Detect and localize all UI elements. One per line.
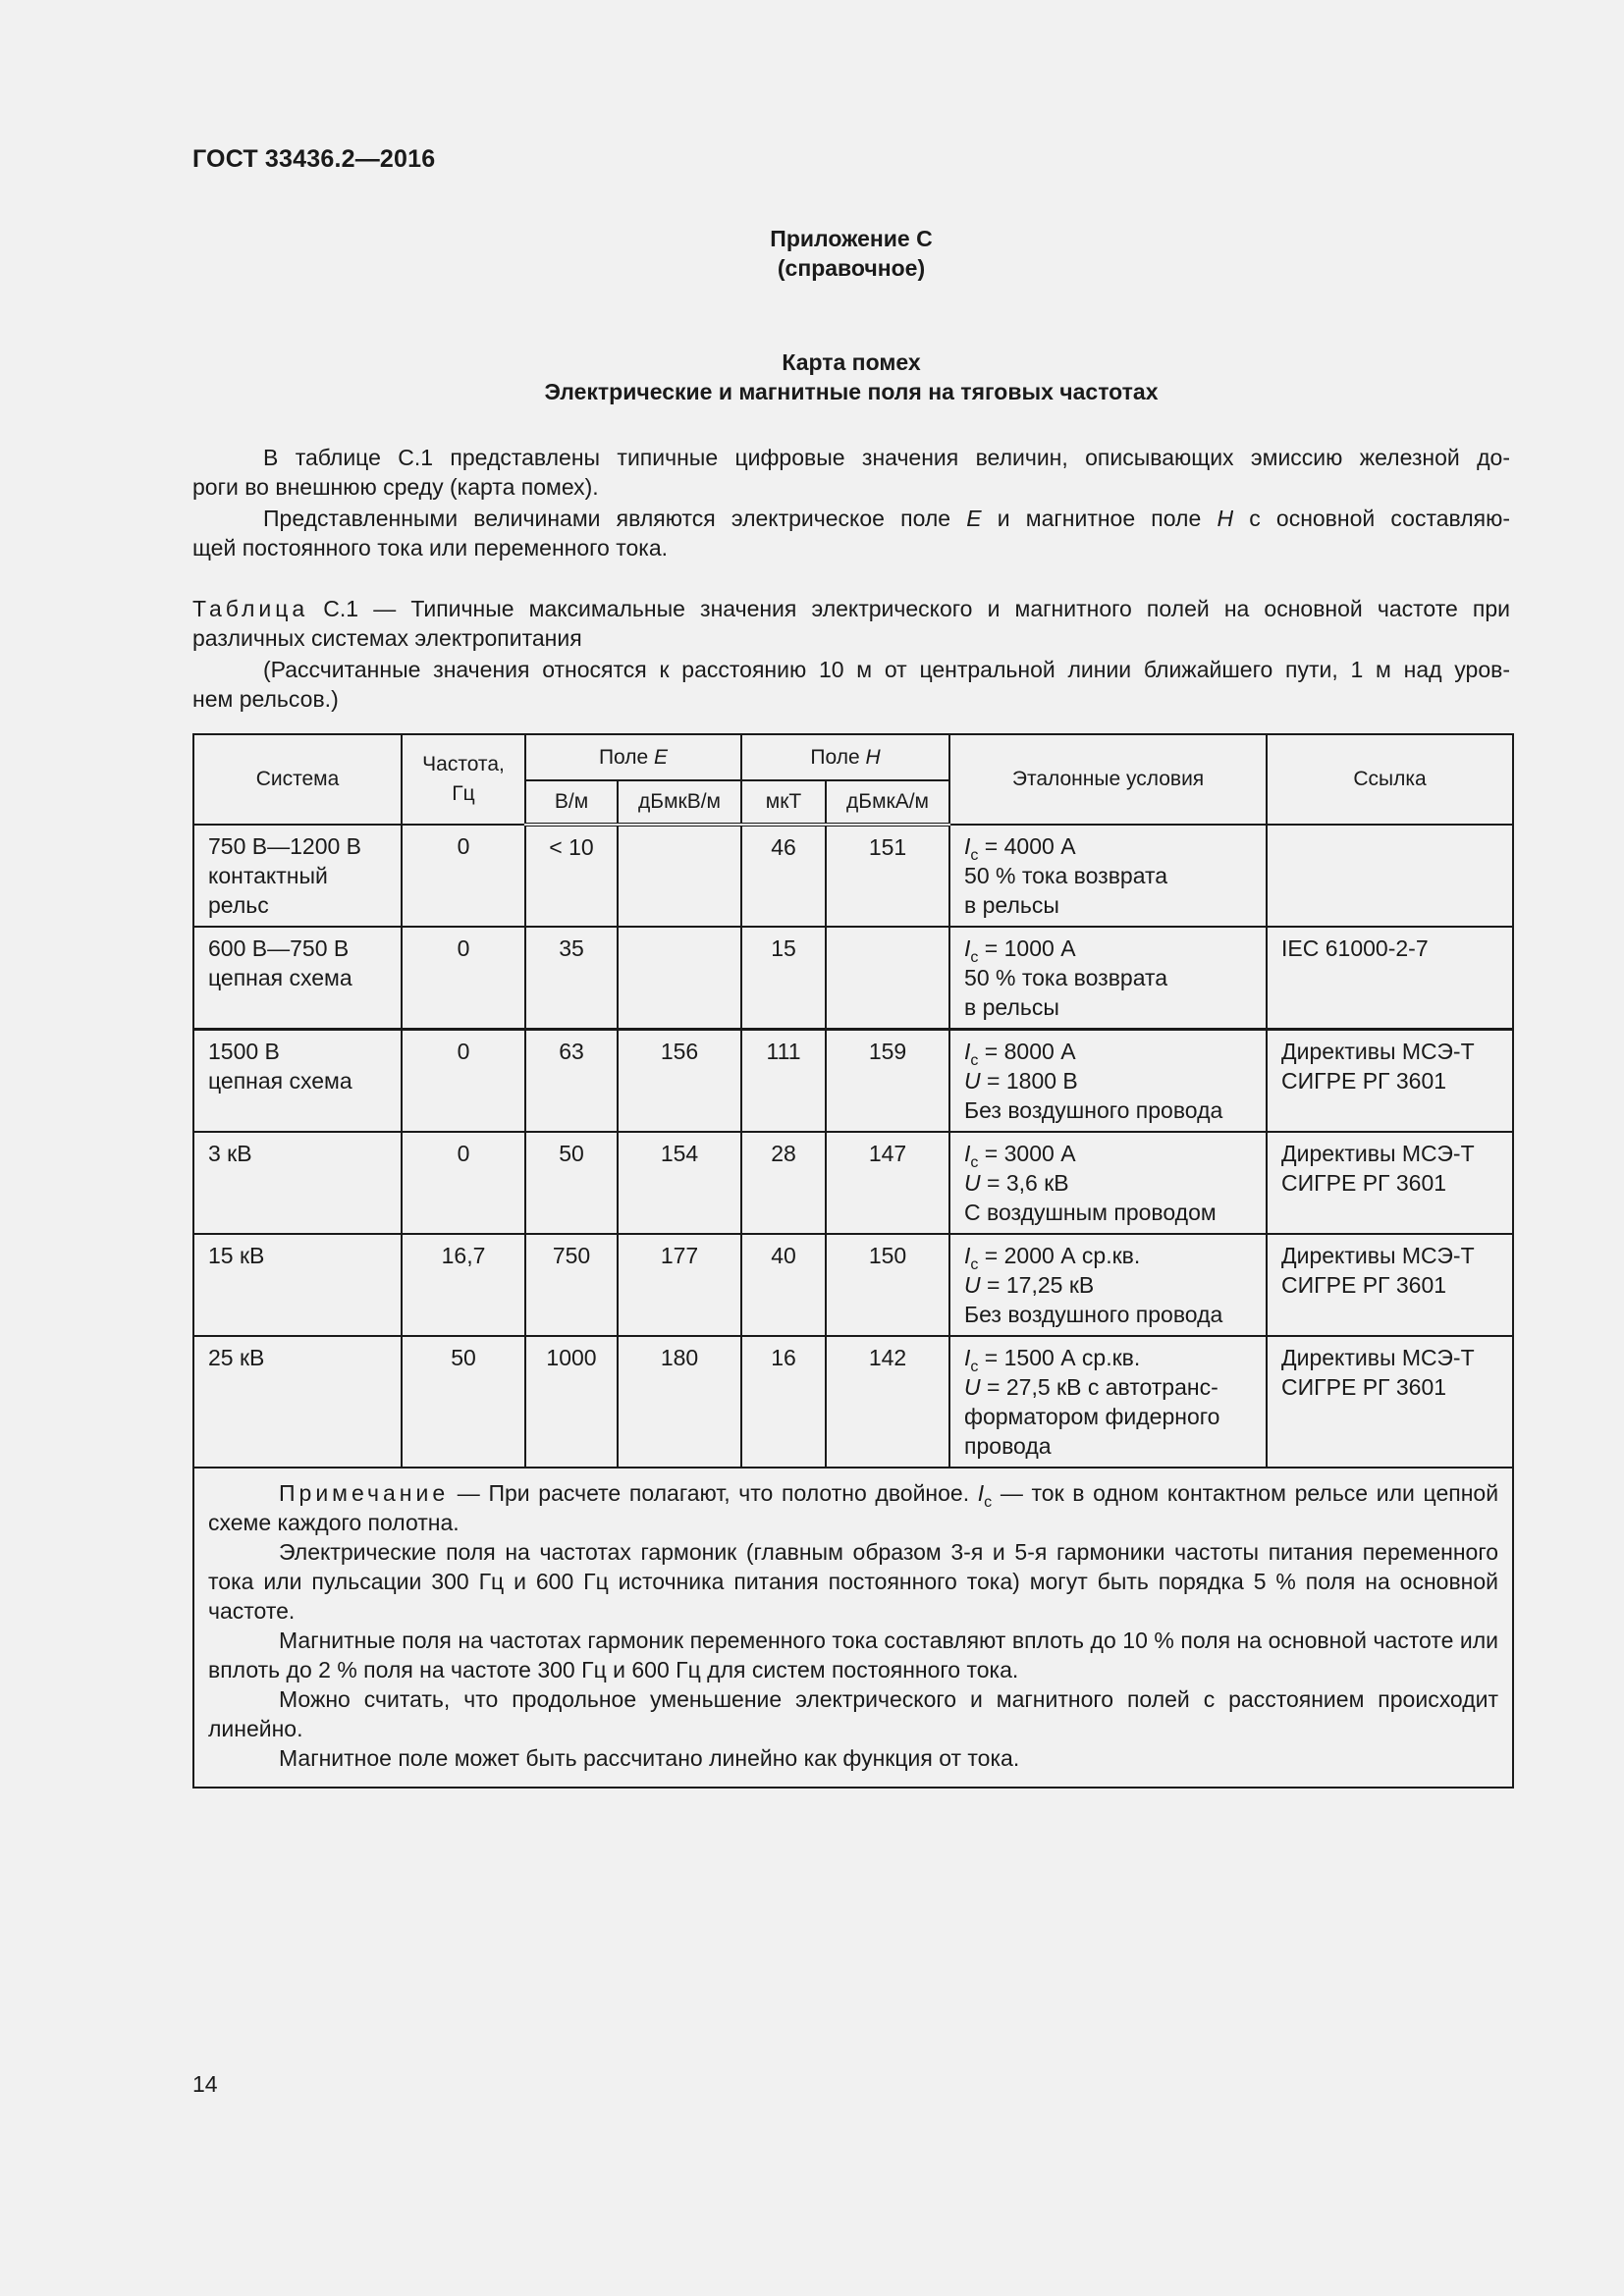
- cell-e-db: [618, 1336, 741, 1468]
- table-row: [193, 1030, 1513, 1133]
- reference-line: Директивы МСЭ-Т: [1281, 1243, 1475, 1268]
- symbol-c-subscript: c: [970, 1256, 979, 1273]
- header-reference-conditions: Эталонные условия: [949, 734, 1267, 825]
- symbol-c-subscript: c: [970, 1052, 979, 1069]
- caption-line: [192, 594, 1510, 623]
- note-label: Примечание: [279, 1480, 450, 1506]
- condition-line: в рельсы: [964, 892, 1059, 918]
- header-field-h: [741, 734, 949, 780]
- cell-system: [193, 1030, 402, 1133]
- header-e-unit-db: дБмкВ/м: [618, 780, 741, 825]
- e-db-value: 156: [660, 1039, 699, 1064]
- cell-reference: [1267, 1336, 1513, 1468]
- condition-line: форматором фидерного: [964, 1404, 1220, 1429]
- condition-current-line: [964, 1241, 1252, 1273]
- h-db-value: 147: [868, 1141, 907, 1166]
- e-vm-value: 50: [559, 1141, 584, 1166]
- h-mkt-value: 16: [771, 1345, 796, 1370]
- cell-frequency: [402, 1132, 525, 1234]
- condition-voltage-value: = 3,6 кВ: [980, 1170, 1069, 1196]
- note-paragraph: Можно считать, что продольное уменьшение электрического и магнитного полей с расстоянием происходит линейно.: [208, 1686, 1499, 1741]
- symbol-c-subscript: c: [970, 949, 979, 966]
- symbol-c-subscript: c: [970, 1359, 979, 1375]
- h-db-value: 151: [868, 834, 907, 860]
- cell-e-vm: [525, 1132, 618, 1234]
- header-text: Поле: [810, 745, 866, 769]
- cell-system: [193, 825, 402, 927]
- h-mkt-value: 111: [766, 1039, 801, 1064]
- table-note: [193, 1468, 1513, 1788]
- system-line: 3 кВ: [208, 1141, 252, 1166]
- table-row: [193, 1336, 1513, 1468]
- cell-e-vm: [525, 1234, 618, 1336]
- intro-text: Представленными величинами являются электрическое поле: [263, 506, 967, 531]
- cell-reference: [1267, 927, 1513, 1030]
- note-text: — При расчете полагают, что полотно двойное.: [449, 1480, 978, 1506]
- condition-voltage-line: [964, 1066, 1252, 1095]
- symbol-i: I: [964, 1141, 971, 1166]
- h-db-value: 159: [868, 1039, 907, 1064]
- intro-text: и магнитное поле: [981, 506, 1218, 531]
- header-reference: Ссылка: [1267, 734, 1513, 825]
- condition-voltage-value: = 1800 В: [980, 1068, 1078, 1094]
- reference-line: СИГРЕ РГ 3601: [1281, 1374, 1447, 1400]
- section-heading: [192, 347, 1510, 406]
- note-paragraph: [208, 1478, 1498, 1537]
- condition-voltage-line: [964, 1168, 1252, 1198]
- symbol-i: I: [977, 1480, 985, 1506]
- cell-conditions: [949, 1030, 1267, 1133]
- symbol-i: I: [964, 1345, 971, 1370]
- system-line: 750 В—1200 В: [208, 833, 362, 859]
- system-line: цепная схема: [208, 1068, 352, 1094]
- condition-line: 50 % тока возврата: [964, 965, 1168, 990]
- cell-frequency: [402, 825, 525, 927]
- frequency-value: 0: [457, 1039, 470, 1064]
- table-body: [193, 825, 1513, 1468]
- reference-line: Директивы МСЭ-Т: [1281, 1345, 1475, 1370]
- cell-h-db: [826, 1336, 949, 1468]
- cell-h-mkt: [741, 927, 826, 1030]
- symbol-u: U: [964, 1374, 981, 1400]
- frequency-value: 16,7: [441, 1243, 486, 1268]
- cell-e-db: [618, 1132, 741, 1234]
- cell-frequency: [402, 1234, 525, 1336]
- header-frequency-line: Гц: [452, 782, 475, 805]
- cell-e-db: [618, 1030, 741, 1133]
- symbol-c-subscript: c: [984, 1494, 993, 1511]
- condition-line: С воздушным проводом: [964, 1200, 1217, 1225]
- cell-h-mkt: [741, 1132, 826, 1234]
- symbol-e: E: [654, 745, 669, 769]
- cell-conditions: [949, 1132, 1267, 1234]
- cell-conditions: [949, 927, 1267, 1030]
- intro-paragraph-1: [192, 443, 1510, 502]
- note-paragraph: Магнитное поле может быть рассчитано линейно как функция от тока.: [279, 1745, 1020, 1771]
- cell-frequency: [402, 927, 525, 1030]
- symbol-c-subscript: c: [970, 847, 979, 864]
- appendix-title: Приложение С: [770, 226, 933, 251]
- cell-conditions: [949, 825, 1267, 927]
- condition-current-value: = 8000 А: [978, 1039, 1076, 1064]
- system-line: 15 кВ: [208, 1243, 265, 1268]
- cell-e-vm: [525, 927, 618, 1030]
- symbol-h: H: [1217, 506, 1234, 531]
- cell-system: [193, 927, 402, 1030]
- cell-e-vm: [525, 825, 618, 927]
- condition-voltage-value: = 27,5 кВ с автотранс-: [980, 1374, 1218, 1400]
- condition-current-value: = 4000 А: [978, 833, 1076, 859]
- system-line: рельс: [208, 892, 269, 918]
- note-text: — ток в одном контактном рельсе или цепной схеме каждого полотна.: [208, 1480, 1499, 1535]
- intro-paragraph-2: [192, 504, 1510, 562]
- cell-e-db: [618, 927, 741, 1030]
- cell-e-db: [618, 1234, 741, 1336]
- system-line: контактный: [208, 863, 328, 888]
- symbol-u: U: [964, 1068, 981, 1094]
- table-caption: [192, 594, 1510, 653]
- table-row: [193, 825, 1513, 927]
- symbol-u: U: [964, 1170, 981, 1196]
- system-line: 25 кВ: [208, 1345, 265, 1370]
- cell-h-db: [826, 1030, 949, 1133]
- reference-line: Директивы МСЭ-Т: [1281, 1039, 1475, 1064]
- e-vm-value: 750: [552, 1243, 591, 1268]
- header-h-unit-mkt: мкТ: [741, 780, 826, 825]
- condition-current-line: [964, 934, 1252, 966]
- e-vm-value: 35: [559, 935, 584, 961]
- cell-h-db: [826, 1234, 949, 1336]
- cell-h-db: [826, 825, 949, 927]
- appendix-kind: (справочное): [777, 255, 926, 281]
- cell-h-mkt: [741, 825, 826, 927]
- intro-line: роги во внешнюю среду (карта помех).: [192, 474, 599, 500]
- intro-line: щей постоянного тока или переменного тока.: [192, 535, 669, 561]
- table-row: [193, 1234, 1513, 1336]
- system-line: цепная схема: [208, 965, 352, 990]
- cell-e-vm: [525, 1336, 618, 1468]
- symbol-e: E: [966, 506, 982, 531]
- h-mkt-value: 40: [771, 1243, 796, 1268]
- condition-line: в рельсы: [964, 994, 1059, 1020]
- e-db-value: 180: [660, 1345, 699, 1370]
- cell-h-db: [826, 927, 949, 1030]
- system-line: 1500 В: [208, 1039, 280, 1064]
- caption-note-line: нем рельсов.): [192, 686, 339, 712]
- e-db-value: 154: [660, 1141, 699, 1166]
- e-db-value: 177: [660, 1243, 699, 1268]
- cell-h-mkt: [741, 1336, 826, 1468]
- condition-line: Без воздушного провода: [964, 1097, 1223, 1123]
- table-caption-note: [192, 655, 1510, 714]
- condition-current-value: = 1000 А: [978, 935, 1076, 961]
- frequency-value: 0: [457, 833, 470, 859]
- note-paragraph: Электрические поля на частотах гармоник (главным образом 3-я и 5-я гармоники частоты питания переменного тока или пульсации 300 Гц и 600 Гц источника питания постоянного тока) могут быть порядка 5 % поля на основной частоте.: [208, 1539, 1499, 1624]
- cell-conditions: [949, 1234, 1267, 1336]
- header-h-unit-db: дБмкА/м: [826, 780, 949, 825]
- cell-system: [193, 1132, 402, 1234]
- condition-current-value: = 3000 А: [978, 1141, 1076, 1166]
- cell-reference: [1267, 825, 1513, 927]
- intro-text: с основной составляю-: [1233, 506, 1511, 531]
- document-code: ГОСТ 33436.2—2016: [192, 145, 436, 173]
- header-field-e: [525, 734, 741, 780]
- caption-label: Таблица: [192, 596, 309, 621]
- appendix-heading: [192, 224, 1510, 283]
- h-mkt-value: 28: [771, 1141, 796, 1166]
- reference-line: Директивы МСЭ-Т: [1281, 1141, 1475, 1166]
- reference-line: IEC 61000-2-7: [1281, 935, 1429, 961]
- symbol-c-subscript: c: [970, 1154, 979, 1171]
- cell-system: [193, 1336, 402, 1468]
- cell-frequency: [402, 1030, 525, 1133]
- reference-line: СИГРЕ РГ 3601: [1281, 1170, 1447, 1196]
- symbol-i: I: [964, 935, 971, 961]
- caption-text: С.1 — Типичные максимальные значения электрического и магнитного полей на основной частоте при: [308, 596, 1510, 621]
- cell-h-db: [826, 1132, 949, 1234]
- frequency-value: 0: [457, 935, 470, 961]
- condition-voltage-line: [964, 1270, 1252, 1300]
- page-number: 14: [192, 2071, 218, 2097]
- condition-line: 50 % тока возврата: [964, 863, 1168, 888]
- header-text: Поле: [598, 745, 655, 769]
- header-frequency: [402, 734, 525, 825]
- cell-h-mkt: [741, 1030, 826, 1133]
- condition-current-line: [964, 1037, 1252, 1069]
- frequency-value: 50: [451, 1345, 476, 1370]
- intro-line: В таблице С.1 представлены типичные цифровые значения величин, описывающих эмиссию железной до-: [263, 445, 1510, 470]
- symbol-h: H: [865, 745, 881, 769]
- h-db-value: 150: [868, 1243, 907, 1268]
- intro-line: [192, 504, 1510, 533]
- symbol-i: I: [964, 1039, 971, 1064]
- h-mkt-value: 15: [771, 935, 796, 961]
- cell-system: [193, 1234, 402, 1336]
- caption-note-line: (Рассчитанные значения относятся к расстоянию 10 м от центральной линии ближайшего пути, 1 м над уров-: [263, 657, 1510, 682]
- symbol-i: I: [964, 1243, 971, 1268]
- note-paragraph: Магнитные поля на частотах гармоник переменного тока составляют вплоть до 10 % поля на основной частоте или вплоть до 2 % поля на частоте 300 Гц и 600 Гц для систем постоянного тока.: [208, 1628, 1499, 1682]
- section-subtitle: Электрические и магнитные поля на тяговых частотах: [544, 379, 1159, 404]
- condition-current-line: [964, 1139, 1252, 1171]
- system-line: 600 В—750 В: [208, 935, 350, 961]
- condition-voltage-value: = 17,25 кВ: [980, 1272, 1095, 1298]
- header-frequency-line: Частота,: [422, 753, 505, 775]
- section-title: Карта помех: [782, 349, 921, 375]
- e-vm-value: 63: [559, 1039, 584, 1064]
- cell-e-db: [618, 825, 741, 927]
- cell-frequency: [402, 1336, 525, 1468]
- h-mkt-value: 46: [771, 834, 796, 860]
- condition-current-line: [964, 831, 1252, 864]
- cell-e-vm: [525, 1030, 618, 1133]
- condition-current-value: = 1500 А ср.кв.: [978, 1345, 1141, 1370]
- cell-h-mkt: [741, 1234, 826, 1336]
- header-e-unit-vm: В/м: [525, 780, 618, 825]
- table-row: [193, 1132, 1513, 1234]
- table-row: [193, 927, 1513, 1030]
- cell-reference: [1267, 1132, 1513, 1234]
- condition-current-value: = 2000 А ср.кв.: [978, 1243, 1141, 1268]
- header-system: Система: [193, 734, 402, 825]
- frequency-value: 0: [457, 1141, 470, 1166]
- cell-reference: [1267, 1030, 1513, 1133]
- caption-line: различных системах электропитания: [192, 625, 582, 651]
- cell-reference: [1267, 1234, 1513, 1336]
- condition-line: провода: [964, 1433, 1052, 1459]
- reference-line: СИГРЕ РГ 3601: [1281, 1068, 1447, 1094]
- condition-voltage-line: [964, 1372, 1252, 1402]
- symbol-u: U: [964, 1272, 981, 1298]
- e-vm-value: 1000: [546, 1345, 597, 1370]
- reference-line: СИГРЕ РГ 3601: [1281, 1272, 1447, 1298]
- emission-table: [192, 733, 1514, 1789]
- h-db-value: 142: [868, 1345, 907, 1370]
- symbol-i: I: [964, 833, 971, 859]
- cell-conditions: [949, 1336, 1267, 1468]
- e-vm-value: < 10: [549, 834, 594, 860]
- condition-line: Без воздушного провода: [964, 1302, 1223, 1327]
- condition-current-line: [964, 1343, 1252, 1375]
